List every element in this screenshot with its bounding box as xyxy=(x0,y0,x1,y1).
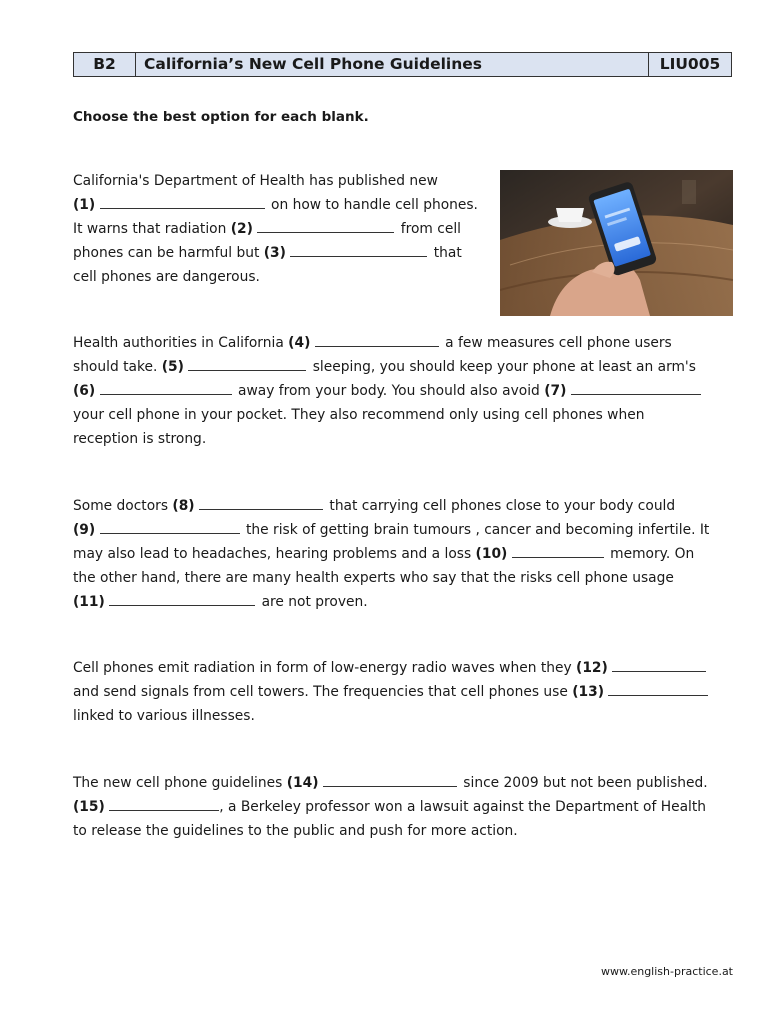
blank-5[interactable] xyxy=(188,358,306,371)
blank-10[interactable] xyxy=(512,545,604,558)
text-line xyxy=(73,494,709,518)
text-line xyxy=(73,542,709,566)
blank-13[interactable] xyxy=(608,683,708,696)
blank-1[interactable] xyxy=(100,196,265,209)
blank-9[interactable] xyxy=(100,521,240,534)
text: phones can be harmful but xyxy=(73,245,260,261)
text: the risk of getting brain tumours , cancer and becoming infertile. It xyxy=(246,522,710,538)
text: linked to various illnesses. xyxy=(73,708,255,724)
blank-number: (15) xyxy=(73,799,105,815)
text-line xyxy=(73,518,709,542)
blank-number: (8) xyxy=(172,498,195,514)
text-line xyxy=(73,566,709,590)
blank-number: (2) xyxy=(230,221,253,237)
blank-number: (4) xyxy=(288,335,311,351)
text-line xyxy=(73,590,709,614)
text-line xyxy=(73,355,703,379)
blank-number: (7) xyxy=(544,383,567,399)
text-line xyxy=(73,379,703,403)
blank-number: (6) xyxy=(73,383,96,399)
blank-number: (10) xyxy=(475,546,508,562)
text: that carrying cell phones close to your body could xyxy=(329,498,676,514)
blank-11[interactable] xyxy=(109,593,255,606)
blank-3[interactable] xyxy=(290,244,427,257)
text-line xyxy=(73,819,708,843)
text-line xyxy=(73,704,710,728)
text: a few measures cell phone users xyxy=(445,335,672,351)
text: should take. xyxy=(73,359,158,375)
phone-photo xyxy=(500,170,733,316)
text: and send signals from cell towers. The frequencies that cell phones use xyxy=(73,684,568,700)
blank-number: (13) xyxy=(572,684,605,700)
text-line xyxy=(73,217,478,241)
blank-12[interactable] xyxy=(612,659,706,672)
text: away from your body. You should also avoid xyxy=(238,383,540,399)
text: reception is strong. xyxy=(73,431,207,447)
text-line xyxy=(73,193,478,217)
hand-holding-phone-icon xyxy=(500,170,733,316)
blank-6[interactable] xyxy=(100,382,232,395)
text-line xyxy=(73,427,703,451)
blank-4[interactable] xyxy=(315,334,439,347)
text-line xyxy=(73,771,708,795)
paragraph-2 xyxy=(73,331,703,451)
header-table xyxy=(73,52,732,77)
text-line xyxy=(73,331,703,355)
text: may also lead to headaches, hearing problems and a loss xyxy=(73,546,472,562)
blank-number: (12) xyxy=(576,660,608,676)
footer-url[interactable]: www.english-practice.at xyxy=(600,965,733,978)
blank-2[interactable] xyxy=(257,220,394,233)
text: to release the guidelines to the public and push for more action. xyxy=(73,823,518,839)
blank-number: (11) xyxy=(73,594,105,610)
blank-number: (1) xyxy=(73,197,96,213)
text: Some doctors xyxy=(73,498,169,514)
text: from cell xyxy=(400,221,461,237)
level-label: B2 xyxy=(74,53,136,76)
paragraph-4 xyxy=(73,656,710,728)
text: Health authorities in California xyxy=(73,335,284,351)
blank-7[interactable] xyxy=(571,382,701,395)
text-line xyxy=(73,795,708,819)
blank-number: (9) xyxy=(73,522,96,538)
instruction: Choose the best option for each blank. xyxy=(73,109,369,125)
text: your cell phone in your pocket. They also recommend only using cell phones when xyxy=(73,407,645,423)
worksheet-title: California’s New Cell Phone Guidelines xyxy=(136,53,649,76)
blank-number: (14) xyxy=(286,775,319,791)
text: memory. On xyxy=(610,546,695,562)
text-line xyxy=(73,241,478,265)
text: It warns that radiation xyxy=(73,221,227,237)
text-line xyxy=(73,656,710,680)
paragraph-3 xyxy=(73,494,709,614)
text: since 2009 but not been published. xyxy=(463,775,708,791)
blank-14[interactable] xyxy=(323,774,457,787)
blank-number: (3) xyxy=(263,245,286,261)
paragraph-5 xyxy=(73,771,708,843)
paragraph-1 xyxy=(73,169,478,289)
text: , a Berkeley professor won a lawsuit against the Department of Health xyxy=(219,799,707,815)
text-line xyxy=(73,265,478,289)
text: sleeping, you should keep your phone at least an arm's xyxy=(312,359,696,375)
blank-number: (5) xyxy=(161,359,184,375)
blank-8[interactable] xyxy=(199,497,323,510)
text: on how to handle cell phones. xyxy=(271,197,478,213)
text: Cell phones emit radiation in form of low-energy radio waves when they xyxy=(73,660,572,676)
worksheet-code: LIU005 xyxy=(649,53,731,76)
text: The new cell phone guidelines xyxy=(73,775,283,791)
text-line xyxy=(73,403,703,427)
text: California's Department of Health has published new xyxy=(73,173,438,189)
text: cell phones are dangerous. xyxy=(73,269,260,285)
text: that xyxy=(433,245,462,261)
text-line xyxy=(73,169,478,193)
text-line xyxy=(73,680,710,704)
text: are not proven. xyxy=(261,594,368,610)
blank-15[interactable] xyxy=(109,798,219,811)
text: the other hand, there are many health experts who say that the risks cell phone usage xyxy=(73,570,674,586)
